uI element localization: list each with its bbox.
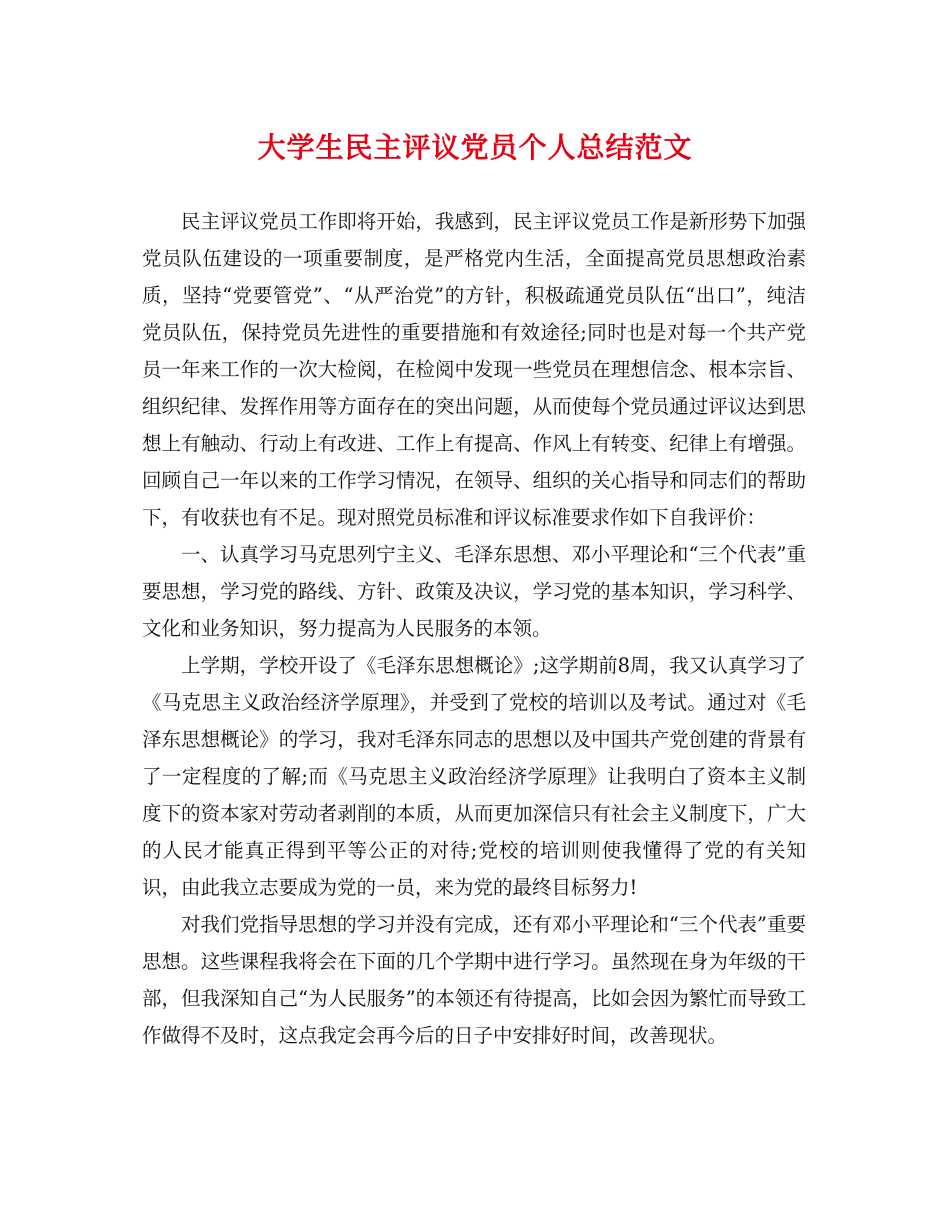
paragraph-study-courses: 上学期，学校开设了《毛泽东思想概论》;这学期前8周，我又认真学习了《马克思主义政治经济学原理》，并受到了党校的培训以及考试。通过对《毛泽东思想概论》的学习，我对毛泽东同志的思想以及中国共产党创建的背景有了一定程度的了解;而《马克思主义政治经济学原理》让我明白了资本主义制度下的资本家对劳动者剥削的本质，从而更加深信只有社会主义制度下，广大的人民才能真正得到平等公正的对待;党校的培训则使我懂得了党的有关知识，由此我立志要成为党的一员，来为党的最终目标努力! bbox=[142, 654, 806, 899]
document-body bbox=[142, 203, 806, 1054]
paragraph-intro: 民主评议党员工作即将开始，我感到，民主评议党员工作是新形势下加强党员队伍建设的一项重要制度，是严格党内生活，全面提高党员思想政治素质，坚持“党要管党”、“从严治党”的方针，积极疏通党员队伍“出口”，纯洁党员队伍，保持党员先进性的重要措施和有效途径;同时也是对每一个共产党员一年来工作的一次大检阅，在检阅中发现一些党员在理想信念、根本宗旨、组织纪律、发挥作用等方面存在的突出问题，从而使每个党员通过评议达到思想上有触动、行动上有改进、工作上有提高、作风上有转变、纪律上有增强。回顾自己一年以来的工作学习情况，在领导、组织的关心指导和同志们的帮助下，有收获也有不足。现对照党员标准和评议标准要求作如下自我评价： bbox=[142, 210, 806, 529]
paragraph-further-study: 对我们党指导思想的学习并没有完成，还有邓小平理论和“三个代表”重要思想。这些课程我将会在下面的几个学期中进行学习。虽然现在身为年级的干部，但我深知自己“为人民服务”的本领还有待提高，比如会因为繁忙而导致工作做得不及时，这点我定会再今后的日子中安排好时间，改善现状。 bbox=[142, 913, 806, 1047]
document-title: 大学生民主评议党员个人总结范文 bbox=[257, 131, 693, 164]
paragraph-section-one: 一、认真学习马克思列宁主义、毛泽东思想、邓小平理论和“三个代表”重要思想，学习党的路线、方针、政策及决议，学习党的基本知识，学习科学、文化和业务知识，努力提高为人民服务的本领。 bbox=[142, 543, 806, 640]
